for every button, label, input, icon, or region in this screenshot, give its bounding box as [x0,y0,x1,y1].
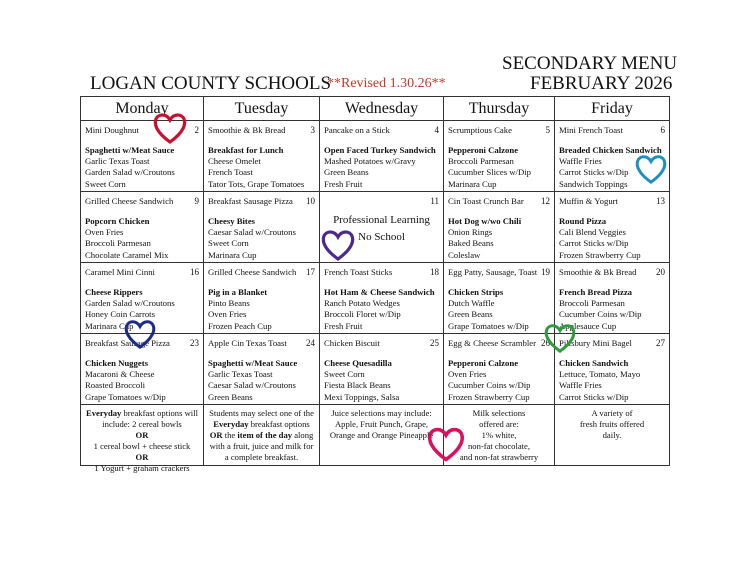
side-item: Macaroni & Cheese [85,369,155,380]
week-row [81,192,670,263]
side-item: Grape Tomatoes w/Dip [85,391,166,402]
side-item: Fresh Fruit [324,320,363,331]
date-number: 24 [306,337,315,348]
breakfast-item: Pillsbury Mini Bagel [559,337,632,348]
side-item: Oven Fries [448,369,487,380]
side-item: Frozen Strawberry Cup [448,391,530,402]
breakfast-item: Smoothie & Bk Bread [208,124,286,135]
side-item: Marinara Cup [448,178,497,189]
side-item: Baked Beans [448,238,494,249]
side-item: Green Beans [448,309,493,320]
side-item: Caesar Salad w/Croutons [208,227,296,238]
day-cell-wednesday [320,263,444,334]
main-entree: Pepperoni Calzone [448,358,519,368]
main-entree: Hot Ham & Cheese Sandwich [324,287,435,297]
district-title: LOGAN COUNTY SCHOOLS [90,73,332,94]
side-item: Broccoli Floret w/Dip [324,309,401,320]
main-entree: French Bread Pizza [559,287,633,297]
day-header-tuesday: Tuesday [204,97,320,121]
breakfast-item: Breakfast Sausage Pizza [85,337,170,348]
day-header-monday: Monday [81,97,204,121]
side-item: Sweet Corn [208,238,249,249]
note-text: 1 Yogurt + graham crackers [94,463,190,473]
breakfast-item: Grilled Cheese Sandwich [208,266,297,277]
heart-icon [123,318,157,350]
note-line: Milk selections [472,408,526,418]
notes-row [81,405,670,466]
main-entree: Pepperoni Calzone [448,145,519,155]
note-item-of-day: item of the day [237,430,293,440]
note-friday [555,405,670,466]
side-item: Marinara Cup [208,249,257,260]
menu-calendar [80,96,670,473]
day-cell-tuesday [204,192,320,263]
breakfast-item: Caramel Mini Cinni [85,266,155,277]
week-row [81,263,670,334]
note-or: OR [135,430,149,440]
main-entree: Chicken Strips [448,287,504,297]
side-item: Garden Salad w/Croutons [85,298,175,309]
note-text: breakfast options will include: 2 cereal bowls [102,408,198,429]
side-item: Marinara Cup [85,320,134,331]
date-number: 12 [541,195,550,206]
date-number: 17 [306,266,315,277]
side-item: Sweet Corn [85,178,126,189]
breakfast-item: Apple Cin Texas Toast [208,337,287,348]
side-item: Onion Rings [448,227,493,238]
breakfast-item: Smoothie & Bk Bread [559,266,637,277]
side-item: Dutch Waffle [448,298,495,309]
breakfast-item: Mini French Toast [559,124,623,135]
side-item: Tator Tots, Grape Tomatoes [208,178,305,189]
note-everyday: Everyday [86,408,122,418]
main-entree: Open Faced Turkey Sandwich [324,145,436,155]
side-item: Sweet Corn [324,369,365,380]
side-item: Cucumber Coins w/Dip [448,380,531,391]
side-item: Caesar Salad w/Croutons [208,380,296,391]
note-line: fresh fruits offered [579,419,645,429]
side-item: Oven Fries [208,309,247,320]
breakfast-item: Chicken Biscuit [324,337,380,348]
side-item: Lettuce, Tomato, Mayo [559,369,641,380]
date-number: 11 [430,195,439,206]
main-entree: Cheese Rippers [85,287,143,297]
breakfast-item: Muffin & Yogurt [559,195,618,206]
side-item: Cali Blend Veggies [559,227,626,238]
side-item: Waffle Fries [559,156,602,167]
main-entree: Cheese Quesadilla [324,358,392,368]
date-number: 18 [430,266,439,277]
side-item: Frozen Peach Cup [208,320,272,331]
note-text: 1 cereal bowl + cheese stick [93,441,191,451]
date-number: 6 [660,124,665,135]
breakfast-item: Pancake on a Stick [324,124,390,135]
side-item: Fresh Fruit [324,178,363,189]
note-or: OR [209,430,223,440]
day-cell-thursday [444,263,555,334]
date-number: 3 [310,124,315,135]
side-item: Carrot Sticks w/Dip [559,167,629,178]
note-juice: Juice selections may include: Apple, Fruit Punch, Grape, Orange and Orange Pineapple [329,408,434,440]
heart-icon [634,153,668,185]
heart-icon [152,111,188,145]
side-item: Garlic Texas Toast [85,156,150,167]
note-wednesday [320,405,444,466]
special-note: Professional Learning [333,214,430,226]
main-entree: Breaded Chicken Sandwich [559,145,662,155]
side-item: Grape Tomatoes w/Dip [448,320,529,331]
main-entree: Breakfast for Lunch [208,145,284,155]
breakfast-item: Egg & Cheese Scrambler [448,337,537,348]
side-item: Broccoli Parmesan [559,298,625,309]
week-row [81,334,670,405]
breakfast-item: Cin Toast Crunch Bar [448,195,524,206]
date-number: 19 [541,266,550,277]
day-cell-thursday [444,192,555,263]
note-everyday: Everyday [213,419,249,429]
day-header-wednesday: Wednesday [320,97,444,121]
date-number: 13 [656,195,665,206]
side-item: Roasted Broccoli [85,380,146,391]
breakfast-item: Grilled Cheese Sandwich [85,195,174,206]
note-line: 1% white, [481,430,517,440]
main-entree: Cheesy Bites [208,216,256,226]
month-title: FEBRUARY 2026 [530,73,673,94]
date-number: 25 [430,337,439,348]
side-item: Applesauce Cup [559,320,617,331]
breakfast-item: Scrumptious Cake [448,124,512,135]
side-item: Honey Coin Carrots [85,309,155,320]
side-item: Oven Fries [85,227,124,238]
date-number: 16 [190,266,199,277]
side-item: Green Beans [324,167,369,178]
main-entree: Chicken Sandwich [559,358,629,368]
side-item: Chocolate Caramel Mix [85,249,169,260]
day-cell-tuesday [204,121,320,192]
breakfast-item: Breakfast Sausage Pizza [208,195,293,206]
side-item: French Toast [208,167,253,178]
breakfast-item: French Toast Sticks [324,266,393,277]
main-entree: Hot Dog w/wo Chili [448,216,522,226]
side-item: Garden Salad w/Croutons [85,167,175,178]
breakfast-item: Mini Doughnut [85,124,139,135]
side-item: Cheese Omelet [208,156,261,167]
date-number: 23 [190,337,199,348]
main-entree: Round Pizza [559,216,607,226]
special-note: No School [358,231,405,243]
note-monday [81,405,204,473]
heart-icon [426,425,466,463]
side-item: Pinto Beans [208,298,250,309]
side-item: Mashed Potatoes w/Gravy [324,156,416,167]
side-item: Broccoli Parmesan [448,156,514,167]
date-number: 4 [434,124,439,135]
side-item: Ranch Potato Wedges [324,298,400,309]
side-item: Waffle Fries [559,380,602,391]
day-cell-monday [81,192,204,263]
side-item: Carrot Sticks w/Dip [559,391,629,402]
date-number: 26 [541,337,550,348]
day-header-thursday: Thursday [444,97,555,121]
date-number: 10 [306,195,315,206]
date-number: 2 [194,124,199,135]
note-tuesday [204,405,320,466]
date-number: 20 [656,266,665,277]
main-entree: Spaghetti w/Meat Sauce [85,145,175,155]
note-line: offered are: [479,419,519,429]
side-item: Garlic Texas Toast [208,369,273,380]
day-cell-tuesday [204,334,320,405]
side-item: Coleslaw [448,249,481,260]
breakfast-item: Egg Patty, Sausage, Toast [448,266,538,277]
date-number: 9 [194,195,199,206]
date-number: 5 [545,124,550,135]
main-entree: Popcorn Chicken [85,216,150,226]
note-line: non-fat chocolate, [467,441,531,451]
side-item: Cucumber Coins w/Dip [559,309,642,320]
note-or: OR [135,452,149,462]
side-item: Frozen Strawberry Cup [559,249,641,260]
note-text: along with a fruit, juice and milk for a complete breakfast. [209,430,314,462]
side-item: Carrot Sticks w/Dip [559,238,629,249]
heart-icon [543,322,577,354]
heart-icon [320,228,356,262]
menu-title: SECONDARY MENU [502,53,678,74]
side-item: Mexi Toppings, Salsa [324,391,400,402]
side-item: Fiesta Black Beans [324,380,391,391]
day-cell-thursday [444,334,555,405]
side-item: Cucumber Slices w/Dip [448,167,532,178]
day-cell-wednesday [320,334,444,405]
note-text: breakfast options [248,419,310,429]
day-cell-friday [555,192,670,263]
main-entree: Spaghetti w/Meat Sauce [208,358,298,368]
note-text: Students may select one of the [209,408,314,418]
side-item: Broccoli Parmesan [85,238,151,249]
day-header-friday: Friday [555,97,670,121]
side-item: Sandwich Toppings [559,178,628,189]
day-cell-tuesday [204,263,320,334]
main-entree: Chicken Nuggets [85,358,148,368]
revised-note: **Revised 1.30.26** [327,76,446,91]
day-cell-wednesday [320,121,444,192]
main-entree: Pig in a Blanket [208,287,268,297]
note-text: the [222,430,238,440]
note-line: A variety of [591,408,633,418]
note-line: daily. [602,430,622,440]
day-cell-thursday [444,121,555,192]
side-item: Green Beans [208,391,253,402]
note-line: and non-fat strawberry [459,452,539,462]
date-number: 27 [656,337,665,348]
